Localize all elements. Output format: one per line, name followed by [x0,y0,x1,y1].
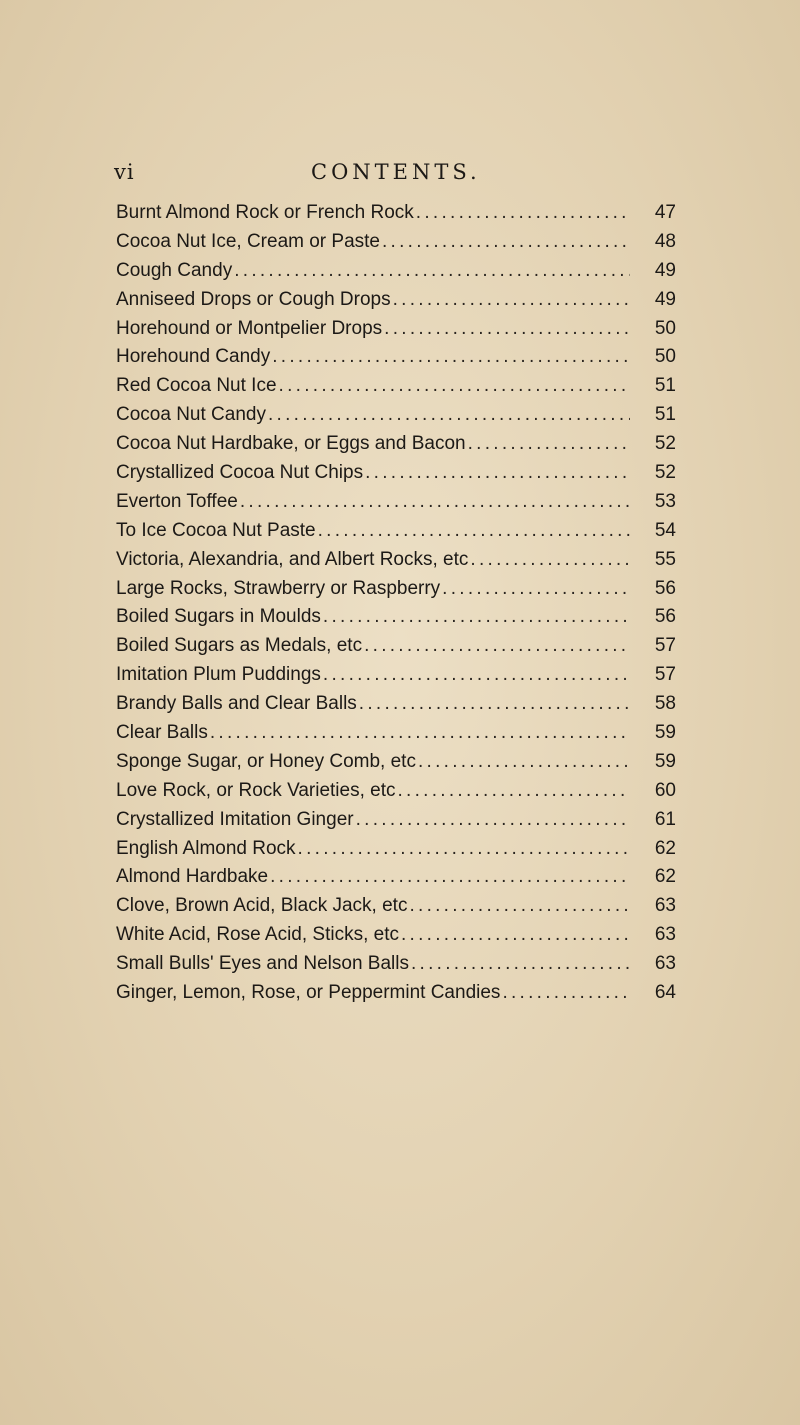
dot-leader [416,199,630,228]
toc-entry [116,892,676,921]
toc-entry [116,632,676,661]
toc-entry-page: 50 [654,317,676,339]
toc-entry-title: Boiled Sugars in Moulds [116,606,321,628]
dot-leader [268,401,630,430]
toc-entry [116,950,676,979]
dot-leader [365,459,630,488]
dot-leader [382,228,630,257]
toc-entry-title: Clove, Brown Acid, Black Jack, etc [116,895,408,917]
toc-entry [116,603,676,632]
toc-entry-page: 49 [654,288,676,310]
toc-entry [116,777,676,806]
toc-entry-page: 63 [654,953,676,975]
dot-leader [401,921,630,950]
toc-entry-title: Cocoa Nut Candy [116,404,266,426]
toc-entry-title: Horehound Candy [116,346,271,368]
toc-entry-page: 61 [654,808,676,830]
table-of-contents [116,199,676,1008]
toc-entry-page: 50 [654,346,676,368]
toc-entry-title: Cough Candy [116,259,233,281]
toc-entry-title: Clear Balls [116,722,208,744]
toc-entry [116,979,676,1008]
toc-entry-page: 64 [654,982,676,1004]
dot-leader [318,517,630,546]
toc-entry [116,199,676,228]
toc-entry-page: 51 [654,375,676,397]
toc-entry-title: Red Cocoa Nut Ice [116,375,277,397]
toc-entry-title: Sponge Sugar, or Honey Comb, etc [116,750,416,772]
toc-entry-title: Crystallized Cocoa Nut Chips [116,462,364,484]
dot-leader [470,546,630,575]
toc-entry [116,748,676,777]
toc-entry-page: 59 [654,750,676,772]
toc-entry-page: 56 [654,606,676,628]
toc-entry-page: 54 [654,519,676,541]
toc-entry [116,835,676,864]
toc-entry-title: Everton Toffee [116,490,238,512]
running-title: CONTENTS. [311,160,481,184]
toc-entry-page: 62 [654,837,676,859]
toc-entry [116,517,676,546]
toc-entry-page: 52 [654,462,676,484]
dot-leader [409,892,630,921]
toc-entry [116,401,676,430]
toc-entry-page: 51 [654,404,676,426]
toc-entry-page: 49 [654,259,676,281]
toc-entry [116,343,676,372]
dot-leader [397,777,630,806]
toc-entry-page: 56 [654,577,676,599]
page-header [114,160,674,194]
toc-entry [116,372,676,401]
dot-leader [393,286,630,315]
dot-leader [240,488,630,517]
dot-leader [323,603,630,632]
toc-entry-title: Crystallized Imitation Ginger [116,808,354,830]
dot-leader [298,835,630,864]
toc-entry-title: White Acid, Rose Acid, Sticks, etc [116,924,399,946]
toc-entry-page: 57 [654,664,676,686]
dot-leader [279,372,630,401]
toc-entry [116,488,676,517]
toc-entry [116,661,676,690]
toc-entry-title: Small Bulls' Eyes and Nelson Balls [116,953,409,975]
toc-entry [116,863,676,892]
dot-leader [210,719,630,748]
toc-entry [116,921,676,950]
dot-leader [359,690,630,719]
toc-entry [116,690,676,719]
toc-entry-page: 48 [654,230,676,252]
toc-entry-page: 52 [654,433,676,455]
toc-entry-title: Ginger, Lemon, Rose, or Peppermint Candies [116,982,501,1004]
toc-entry-page: 55 [654,548,676,570]
toc-entry-title: Burnt Almond Rock or French Rock [116,202,414,223]
dot-leader [356,806,630,835]
toc-entry [116,459,676,488]
toc-entry-page: 63 [654,924,676,946]
dot-leader [468,430,630,459]
toc-entry-title: Large Rocks, Strawberry or Raspberry [116,577,441,599]
dot-leader [442,575,630,604]
dot-leader [384,315,630,344]
toc-entry-title: Cocoa Nut Ice, Cream or Paste [116,230,380,252]
dot-leader [272,343,630,372]
toc-entry-title: Horehound or Montpelier Drops [116,317,383,339]
toc-entry-page: 59 [654,722,676,744]
toc-entry-page: 62 [654,866,676,888]
toc-entry-title: Cocoa Nut Hardbake, or Eggs and Bacon [116,433,466,455]
page-number: vi [114,160,135,184]
toc-entry [116,806,676,835]
toc-entry-title: Love Rock, or Rock Varieties, etc [116,779,396,801]
toc-entry-title: Imitation Plum Puddings [116,664,321,686]
toc-entry [116,546,676,575]
toc-entry-page: 57 [654,635,676,657]
toc-entry-title: Anniseed Drops or Cough Drops [116,288,391,310]
toc-entry-page: 63 [654,895,676,917]
toc-entry [116,257,676,286]
dot-leader [234,257,630,286]
dot-leader [411,950,630,979]
toc-entry-title: Almond Hardbake [116,866,269,888]
dot-leader [418,748,630,777]
toc-entry-page: 53 [654,490,676,512]
toc-entry [116,286,676,315]
toc-entry [116,228,676,257]
toc-entry-title: Brandy Balls and Clear Balls [116,693,357,715]
toc-entry-title: Victoria, Alexandria, and Albert Rocks, etc [116,548,469,570]
dot-leader [270,863,630,892]
toc-entry-title: Boiled Sugars as Medals, etc [116,635,363,657]
toc-entry-title: To Ice Cocoa Nut Paste [116,519,316,541]
dot-leader [323,661,630,690]
toc-entry-title: English Almond Rock [116,837,296,859]
toc-entry-page: 58 [654,693,676,715]
dot-leader [502,979,630,1008]
toc-entry-page: 47 [654,202,676,223]
toc-entry [116,719,676,748]
dot-leader [364,632,630,661]
toc-entry [116,575,676,604]
toc-entry [116,315,676,344]
toc-entry-page: 60 [654,779,676,801]
toc-entry [116,430,676,459]
